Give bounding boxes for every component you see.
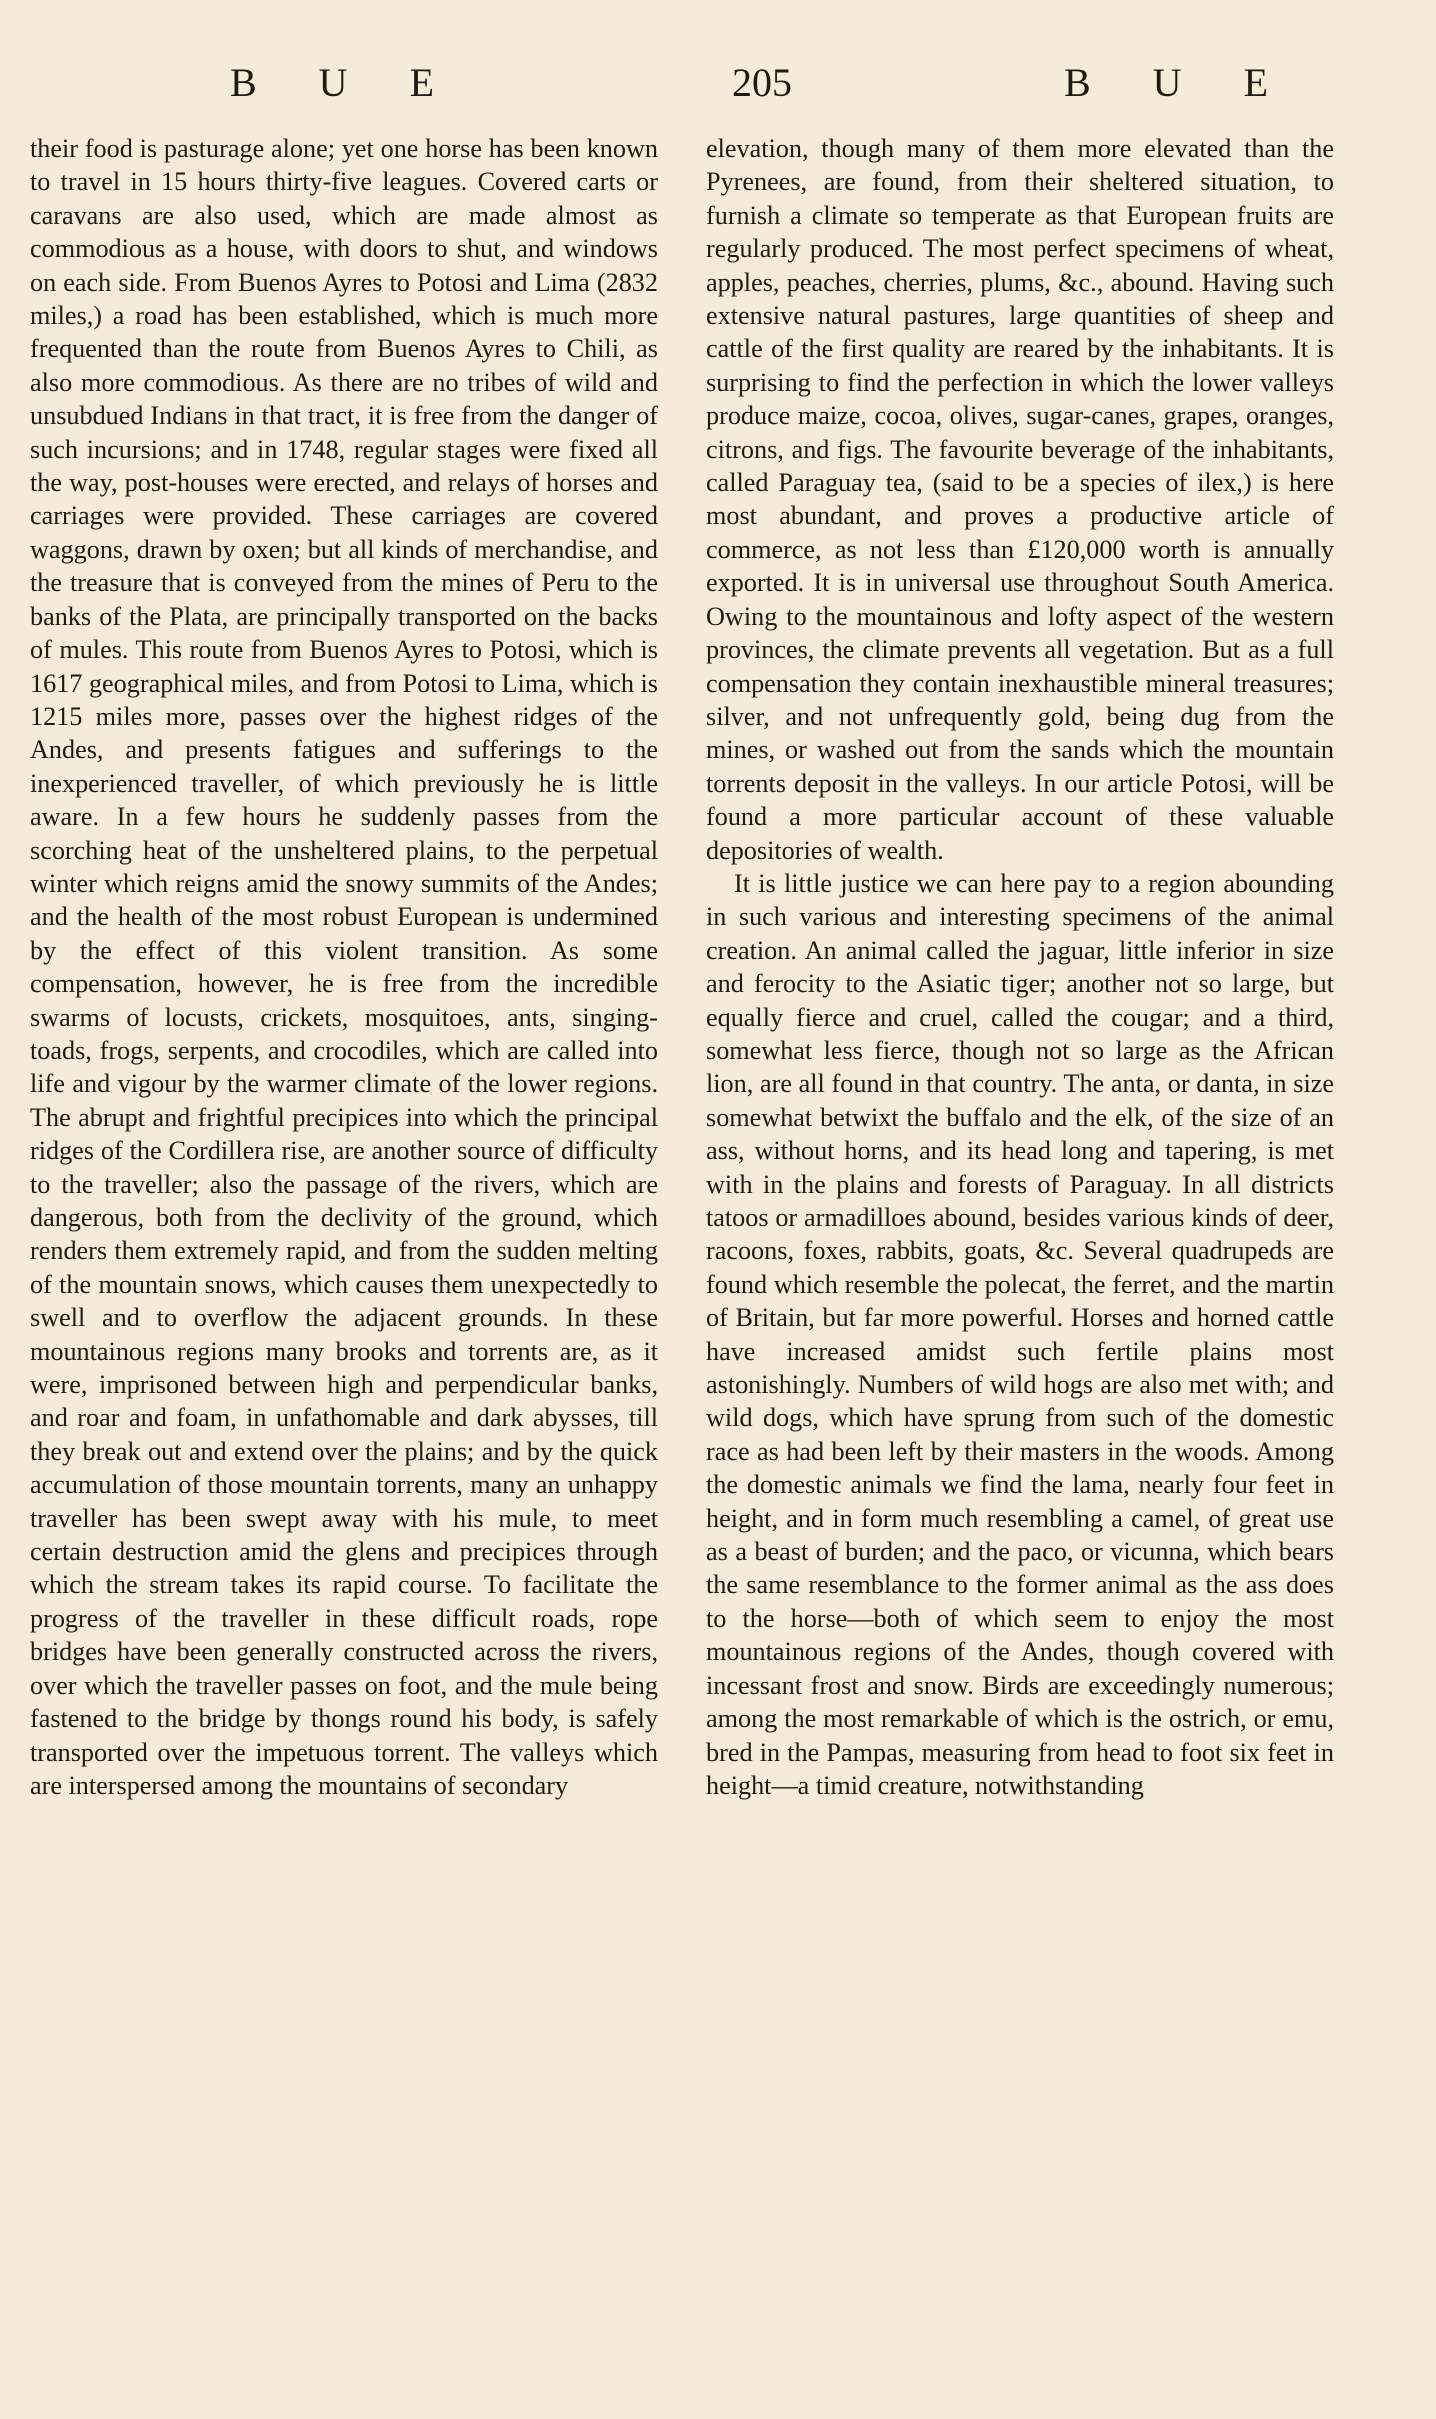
right-paragraph-2: It is little justice we can here pay to a region abounding in such various and interesting specimens of the animal creation. An animal called the jaguar, little inferior in size and ferocity to the Asiatic tiger; another not so large, but equally fierce and cruel, called the cougar; and a third, somewhat less fierce, though not so large as the African lion, are all found in that country. The anta, or danta, in size somewhat betwixt the buffalo and the elk, of the size of an ass, without horns, and its head long and tapering, is met with in the plains and forests of Paraguay. In all districts tatoos or armadilloes abound, besides various kinds of deer, racoons, foxes, rabbits, goats, &c. Several quadrupeds are found which resemble the polecat, the ferret, and the martin of Britain, but far more powerful. Horses and horned cattle have increased amidst such fertile plains most astonishingly. Numbers of wild hogs are also met with; and wild dogs, which have sprung from such of the domestic race as had been left by their masters in the woods. Among the domestic animals we find the lama, nearly four feet in height, and in form much resembling a camel, of great use as a beast of burden; and the paco, or vicunna, which bears the same resemblance to the former animal as the ass does to the horse—both of which seem to enjoy the most mountainous regions of the Andes, though covered with incessant frost and snow. Birds are exceedingly numerous; among the most remarkable of which is the ostrich, or emu, bred in the Pampas, measuring from head to foot six feet in height—a timid creature, notwithstanding — [706, 868, 1334, 1800]
running-head — [30, 58, 1334, 108]
header-right: B U E — [1064, 60, 1294, 105]
text-columns — [30, 132, 1334, 1802]
header-left: B U E — [230, 60, 460, 105]
page-number: 205 — [732, 60, 792, 105]
left-column — [30, 132, 658, 1802]
right-column — [706, 132, 1334, 1802]
right-paragraph-1: elevation, though many of them more elevated than the Pyrenees, are found, from their sheltered situation, to furnish a climate so temperate as that European fruits are regularly produced. The most perfect specimens of wheat, apples, peaches, cherries, plums, &c., abound. Having such extensive natural pastures, large quantities of sheep and cattle of the first quality are reared by the inhabitants. It is surprising to find the perfection in which the lower valleys produce maize, cocoa, olives, sugar-canes, grapes, oranges, citrons, and figs. The favourite beverage of the inhabitants, called Paraguay tea, (said to be a species of ilex,) is here most abundant, and proves a productive article of commerce, as not less than £120,000 worth is annually exported. It is in universal use throughout South America. Owing to the mountainous and lofty aspect of the western provinces, the climate prevents all vegetation. But as a full compensation they contain inexhaustible mineral treasures; silver, and not unfrequently gold, being dug from the mines, or washed out from the sands which the mountain torrents deposit in the valleys. In our article Potosi, will be found a more particular account of these valuable depositories of wealth. — [706, 134, 1334, 865]
left-paragraph-1: their food is pasturage alone; yet one horse has been known to travel in 15 hours thirty-five leagues. Covered carts or caravans are also used, which are made almost as commodious as a house, with doors to shut, and windows on each side. From Buenos Ayres to Potosi and Lima (2832 miles,) a road has been established, which is much more frequented than the route from Buenos Ayres to Chili, as also more commodious. As there are no tribes of wild and unsubdued Indians in that tract, it is free from the danger of such incursions; and in 1748, regular stages were fixed all the way, post-houses were erected, and relays of horses and carriages were provided. These carriages are covered waggons, drawn by oxen; but all kinds of merchandise, and the treasure that is conveyed from the mines of Peru to the banks of the Plata, are principally transported on the backs of mules. This route from Buenos Ayres to Potosi, which is 1617 geographical miles, and from Potosi to Lima, which is 1215 miles more, passes over the highest ridges of the Andes, and presents fatigues and sufferings to the inexperienced traveller, of which previously he is little aware. In a few hours he suddenly passes from the scorching heat of the unsheltered plains, to the perpetual winter which reigns amid the snowy summits of the Andes; and the health of the most robust European is undermined by the effect of this violent transition. As some compensation, however, he is free from the incredible swarms of locusts, crickets, mosquitoes, ants, singing-toads, frogs, serpents, and crocodiles, which are called into life and vigour by the warmer climate of the lower regions. The abrupt and frightful precipices into which the principal ridges of the Cordillera rise, are another source of difficulty to the traveller; also the passage of the rivers, which are dangerous, both from the declivity of the ground, which renders them extremely rapid, and from the sudden melting of the mountain snows, which causes them unexpectedly to swell and to overflow the adjacent grounds. In these mountainous regions many brooks and torrents are, as it were, imprisoned between high and perpendicular banks, and roar and foam, in unfathomable and dark abysses, till they break out and extend over the plains; and by the quick accumulation of those mountain torrents, many an unhappy traveller has been swept away with his mule, to meet certain destruction amid the glens and precipices through which the stream takes its rapid course. To facilitate the progress of the traveller in these difficult roads, rope bridges have been generally constructed across the rivers, over which the traveller passes on foot, and the mule being fastened to the bridge by thongs round his body, is safely transported over the impetuous torrent. The valleys which are interspersed among the mountains of secondary — [30, 134, 658, 1800]
